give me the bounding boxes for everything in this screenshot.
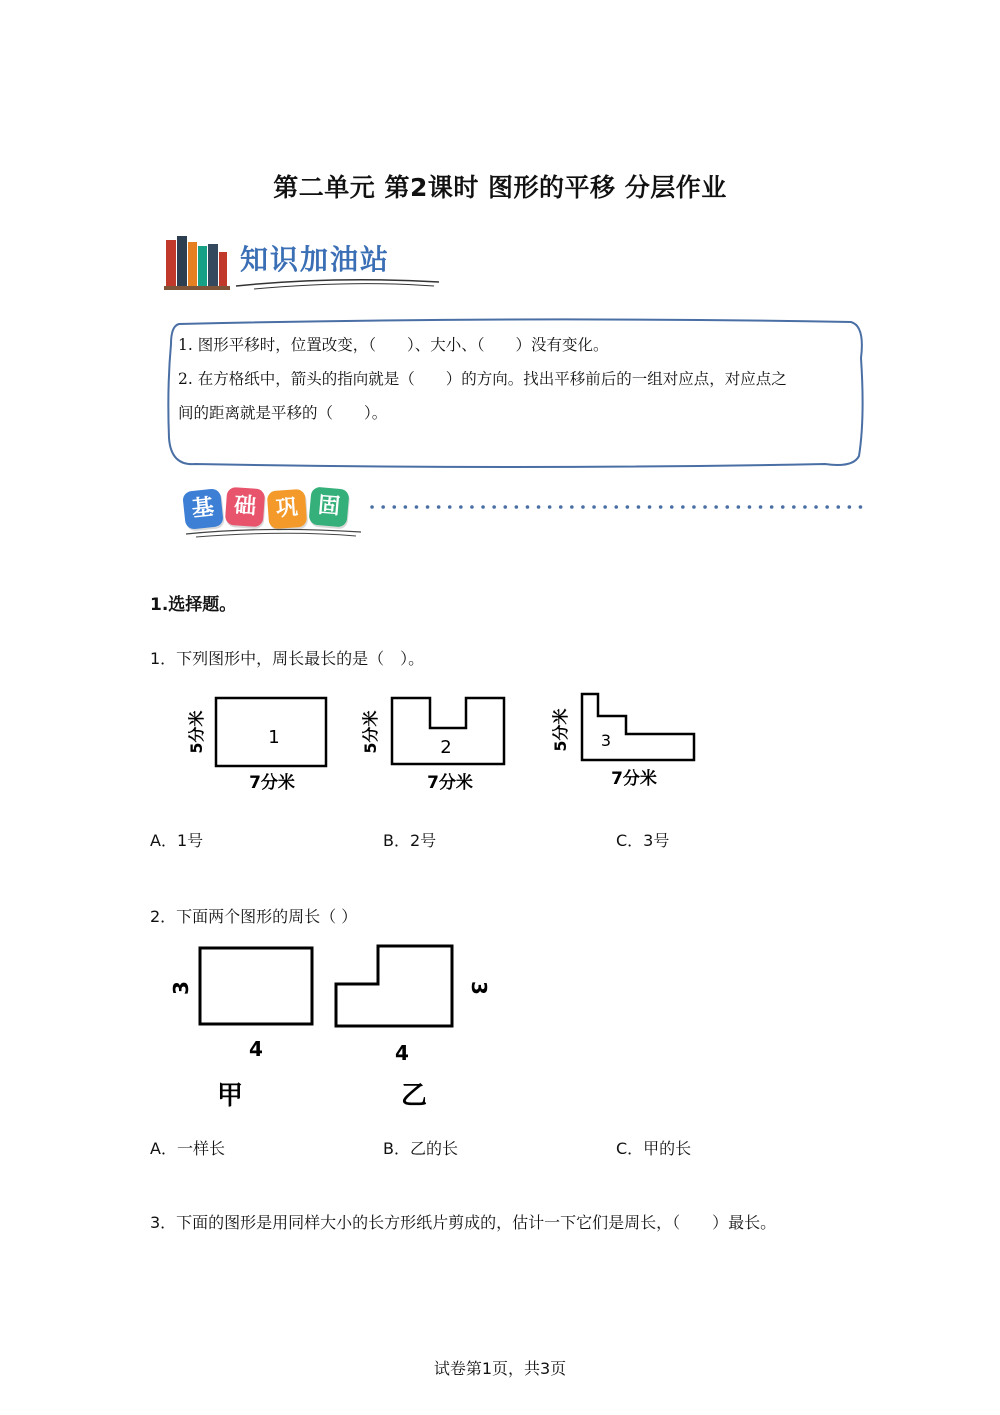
q1-option-c[interactable]: C．3号 (616, 831, 670, 850)
knowledge-line-3: 间的距离就是平移的（ ）。 (178, 404, 388, 422)
basics-char-4: 固 (308, 486, 349, 527)
section-title: 1.选择题。 (150, 595, 237, 615)
question-1: 1．下列图形中，周长最长的是（ ）。 (150, 649, 425, 668)
q2-figure-yi-bottom: 4 (395, 1041, 409, 1065)
knowledge-banner (164, 232, 444, 294)
q2-figure-yi-shape (336, 946, 452, 1026)
q2-figure-yi-name: 乙 (400, 1081, 428, 1111)
q1-figure-2-bottom: 7分米 (427, 773, 473, 793)
q1-figure-1-side: 5分米 (187, 710, 206, 754)
q1-figure-3-side: 5分米 (551, 708, 570, 752)
question-3: 3．下面的图形是用同样大小的长方形纸片剪成的，估计一下它们是周长，（ ）最长。 (150, 1213, 777, 1232)
dotted-line (368, 502, 868, 512)
knowledge-line-1: 1. 图形平移时，位置改变，（ ）、大小、（ ）没有变化。 (178, 336, 609, 354)
q1-option-a[interactable]: A．1号 (150, 831, 204, 850)
basics-banner (176, 484, 876, 544)
q1-figure-3-bottom: 7分米 (611, 769, 657, 789)
q1-figure-3-number: 3 (600, 731, 612, 750)
q2-figure-jia-bottom: 4 (249, 1037, 263, 1061)
basics-char-2: 础 (225, 487, 266, 528)
page-title: 第二单元 第2课时 图形的平移 分层作业 (273, 173, 727, 202)
q1-figure-1-bottom: 7分米 (249, 773, 295, 793)
q2-figure-yi-side: 3 (467, 981, 491, 995)
page-footer: 试卷第1页，共3页 (433, 1359, 567, 1378)
q2-figure-jia-name: 甲 (216, 1081, 244, 1111)
q1-figure-3-shape (582, 694, 694, 760)
q2-figures (160, 936, 510, 1116)
basics-char-3: 巩 (267, 489, 308, 530)
banner-underline (234, 274, 444, 292)
q2-option-c[interactable]: C．甲的长 (616, 1139, 692, 1158)
basics-underline (176, 524, 376, 540)
q1-figure-2-number: 2 (440, 737, 452, 758)
q1-figure-1-number: 1 (268, 727, 280, 748)
knowledge-banner-title: 知识加油站 (240, 243, 391, 276)
q1-figure-2-side: 5分米 (361, 710, 380, 754)
books-icon (164, 232, 234, 292)
knowledge-line-2: 2. 在方格纸中，箭头的指向就是（ ）的方向。找出平移前后的一组对应点，对应点之 (178, 370, 787, 388)
q1-figures (180, 688, 720, 798)
q2-figure-jia-rect (200, 948, 312, 1024)
q1-option-b[interactable]: B．2号 (383, 831, 437, 850)
q2-option-a[interactable]: A．一样长 (150, 1139, 225, 1158)
q2-figure-jia-side: 3 (169, 981, 193, 995)
q2-option-b[interactable]: B．乙的长 (383, 1139, 458, 1158)
basics-char-1: 基 (182, 488, 224, 530)
question-2: 2．下面两个图形的周长（ ） (150, 907, 358, 926)
